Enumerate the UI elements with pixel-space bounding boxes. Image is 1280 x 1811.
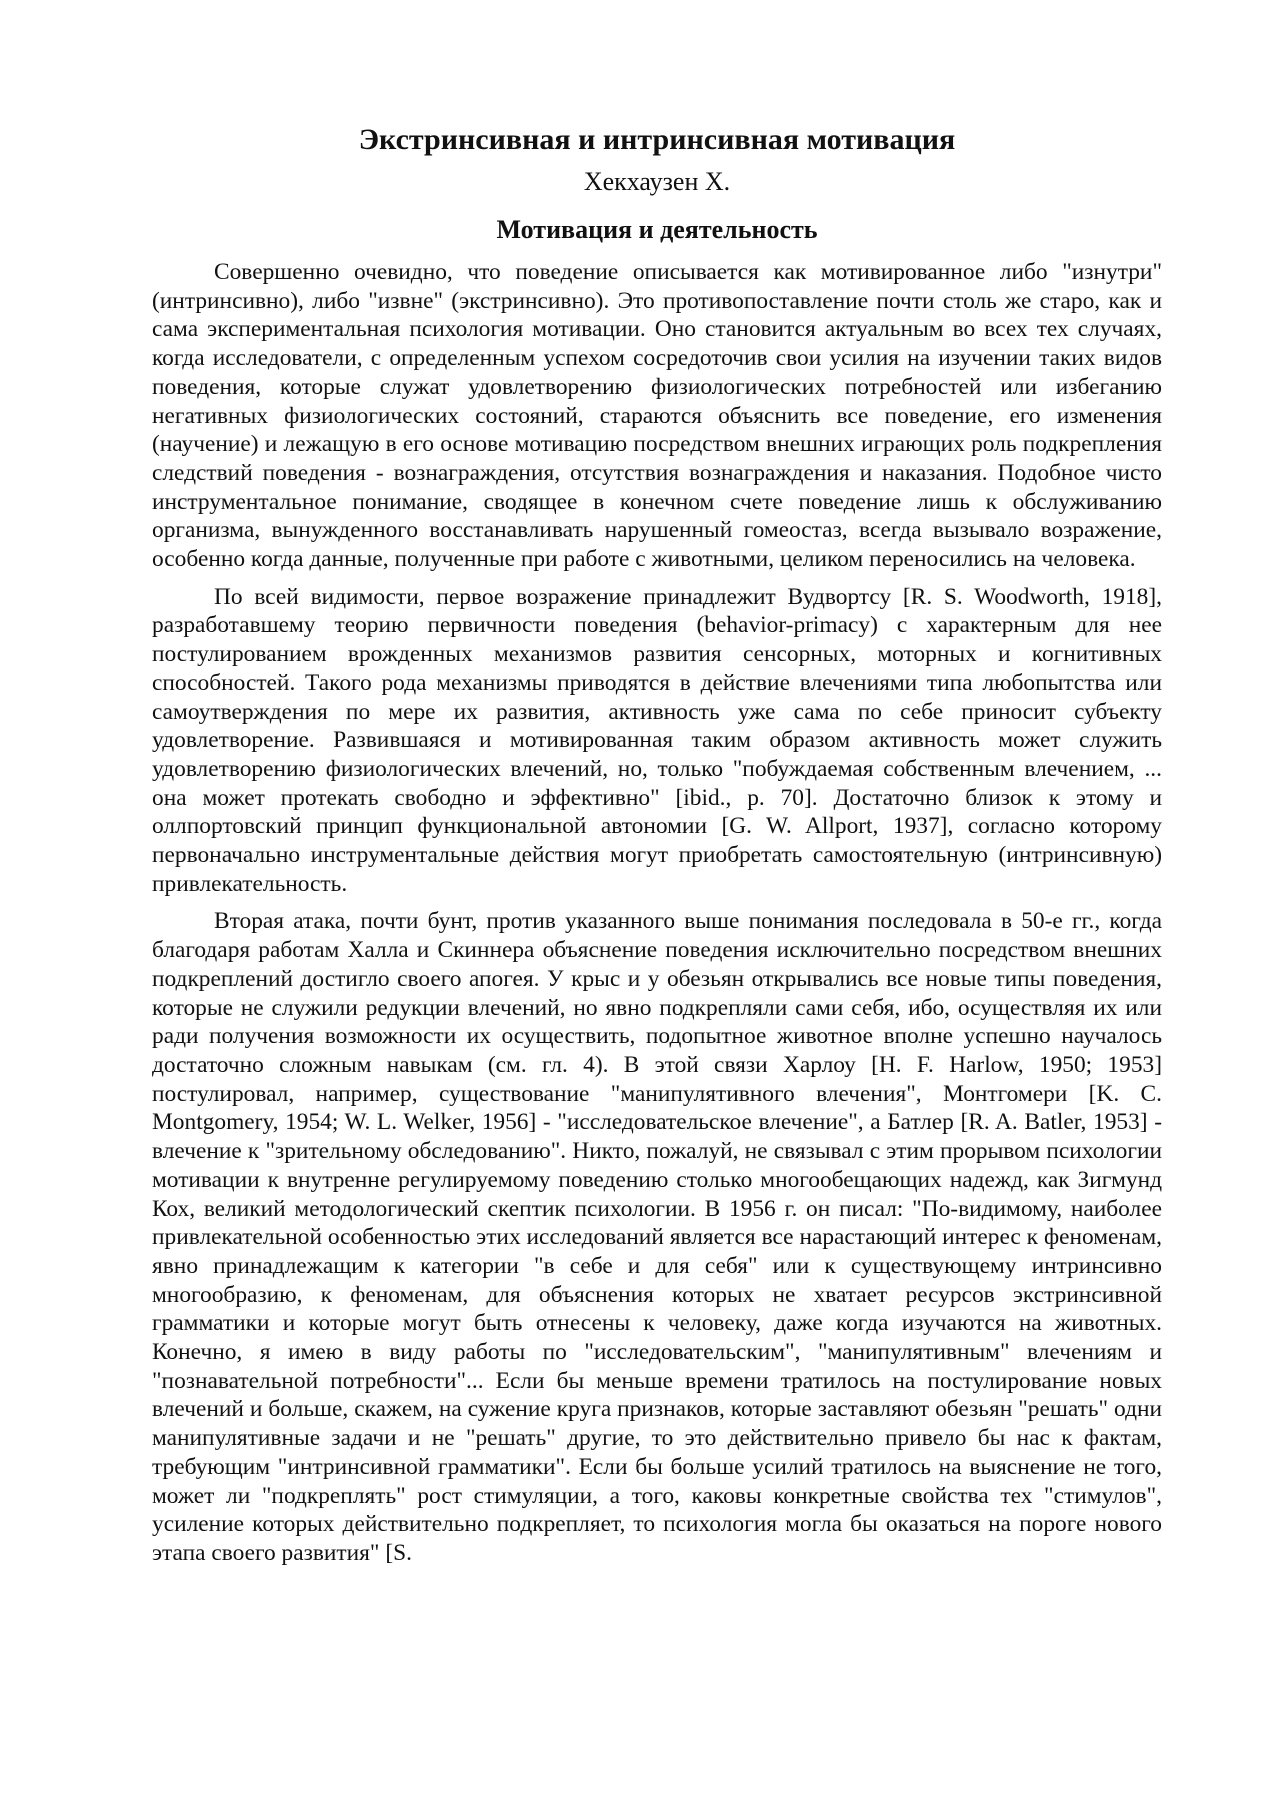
- document-title: Экстринсивная и интринсивная мотивация: [358, 123, 956, 156]
- document-page: [152, 120, 1162, 1577]
- section-title: Мотивация и деятельность: [496, 215, 818, 244]
- paragraph-2: По всей видимости, первое возражение принадлежит Вудвортсу [R. S. Woodworth, 1918], разработавшему теорию первичности поведения (behavior-primacy) с характерным для нее постулированием врожденных механизмов развития сенсорных, моторных и когнитивных способностей. Такого рода механизмы приводятся в действие влечениями типа любопытства или самоутверждения по мере их развития, активность уже сама по себе приносит субъекту удовлетворение. Развившаяся и мотивированная таким образом активность может служить удовлетворению физиологических влечений, но, только "побуждаемая собственным влечением, ... она может протекать свободно и эффективно" [ibid., p. 70]. Достаточно близок к этому и оллпортовский принцип функциональной автономии [G. W. Allport, 1937], согласно которому первоначально инструментальные действия могут приобретать самостоятельную (интринсивную) привлекательность.: [152, 583, 1162, 897]
- paragraph-1: Совершенно очевидно, что поведение описывается как мотивированное либо "изнутри" (интринсивно), либо "извне" (экстринсивно). Это противопоставление почти столь же старо, как и сама экспериментальная психология мотивации. Оно становится актуальным во всех тех случаях, когда исследователи, с определенным успехом сосредоточив свои усилия на изучении таких видов поведения, которые служат удовлетворению физиологических потребностей или избеганию негативных физиологических состояний, стараются объяснить все поведение, его изменения (научение) и лежащую в его основе мотивацию посредством внешних играющих роль подкрепления следствий поведения - вознаграждения, отсутствия вознаграждения и наказания. Подобное чисто инструментальное понимание, сводящее в конечном счете поведение лишь к обслуживанию организма, вынужденного восстанавливать нарушенный гомеостаз, всегда вызывало возражение, особенно когда данные, полученные при работе с животными, целиком переносились на человека.: [152, 259, 1162, 573]
- document-author: Хекхаузен Х.: [583, 167, 731, 196]
- paragraph-3: Вторая атака, почти бунт, против указанного выше понимания последовала в 50-е гг., когда благодаря работам Халла и Скиннера объяснение поведения исключительно посредством внешних подкреплений достигло своего апогея. У крыс и у обезьян открывались все новые типы поведения, которые не служили редукции влечений, но явно подкрепляли сами себя, ибо, осуществляя их или ради получения возможности их осуществить, подопытное животное вполне успешно научалось достаточно сложным навыкам (см. гл. 4). В этой связи Харлоу [H. F. Harlow, 1950; 1953] постулировал, например, существование "манипулятивного влечения", Монтгомери [K. C. Montgomery, 1954; W. L. Welker, 1956] - "исследовательское влечение", а Батлер [R. A. Batler, 1953] - влечение к "зрительному обследованию". Никто, пожалуй, не связывал с этим прорывом психологии мотивации к внутренне регулируемому поведению столько многообещающих надежд, как Зигмунд Кох, великий методологический скептик психологии. В 1956 г. он писал: "По-видимому, наиболее привлекательной особенностью этих исследований является все нарастающий интерес к феноменам, явно принадлежащим к категории "в себе и для себя" или к существующему интринсивно многообразию, к феноменам, для объяснения которых не хватает ресурсов экстринсивной грамматики и которые могут быть отнесены к человеку, даже когда изучаются на животных. Конечно, я имею в виду работы по "исследовательским", "манипулятивным" влечениям и "познавательной потребности"... Если бы меньше времени тратилось на постулирование новых влечений и больше, скажем, на сужение круга признаков, которые заставляют обезьян "решать" одни манипулятивные задачи и не "решать" другие, то это действительно привело бы нас к фактам, требующим "интринсивной грамматики". Если бы больше усилий тратилось на выяснение не того, может ли "подкреплять" рост стимуляции, а того, каковы конкретные свойства тех "стимулов", усиление которых действительно подкрепляет, то психология могла бы оказаться на пороге нового этапа своего развития" [S.: [152, 908, 1162, 1566]
